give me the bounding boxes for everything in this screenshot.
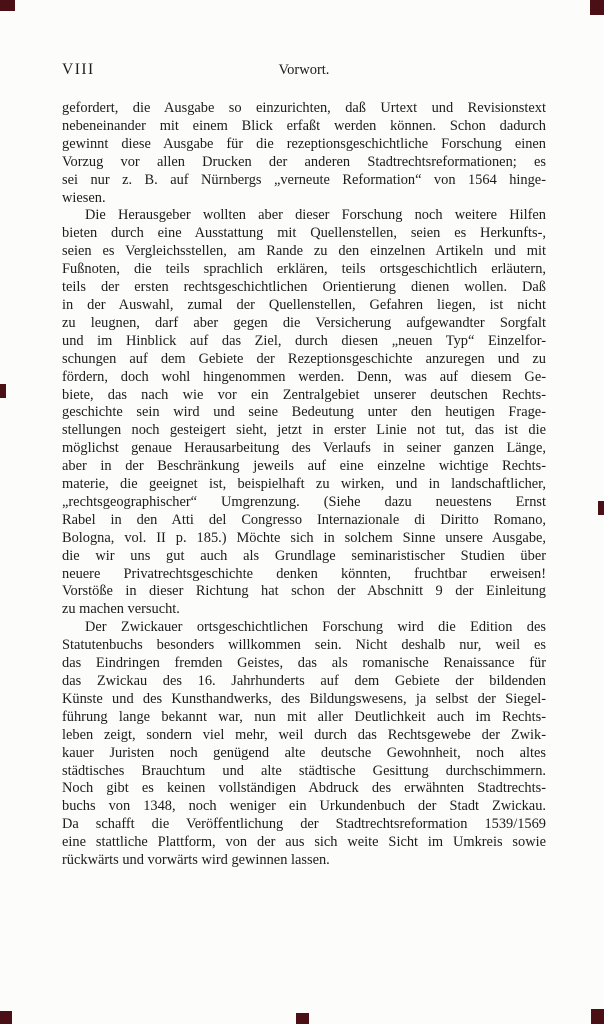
text-line: zu leugnen, darf aber gegen die Versicherung aufgewandter Sorgfalt [62, 314, 546, 331]
text-line: möglichst genaue Herausarbeitung des Verlaufs in seiner ganzen Länge, [62, 440, 546, 457]
text-line: die wir uns gut auch als Grundlage seminaristischer Studien über [62, 547, 546, 564]
text-line: stellungen noch gesteigert sieht, jetzt in erster Linie not tut, das ist die [62, 422, 546, 439]
text-line: neuere Privatrechtsgeschichte denken könnten, fruchtbar erweisen! [62, 565, 546, 582]
text-line: Bologna, vol. II p. 185.) Möchte sich in solchem Sinne unsere Ausgabe, [62, 529, 546, 546]
scan-edge-mark-bottom-center [296, 1013, 309, 1024]
text-line: kauer Juristen noch genügend alte deutsche Gewohnheit, noch altes [62, 744, 546, 761]
text-line: in der Auswahl, zumal der Quellenstellen, Gefahren liegen, ist nicht [62, 296, 546, 313]
page-title: Vorwort. [278, 62, 330, 78]
scan-edge-mark-bottom-right [591, 1009, 604, 1024]
text-line: führung lange bekannt war, nun mit aller Deutlichkeit auch im Rechts- [62, 708, 546, 725]
scan-edge-mark-left-middle [0, 384, 6, 398]
paragraph [62, 100, 546, 207]
text-line: das Zwickau des 16. Jahrhunderts auf dem Gebiete der bildenden [62, 673, 546, 689]
text-line: schungen auf dem Gebiete der Rezeptionsgeschichte anzuregen und zu [62, 350, 546, 367]
text-line: Vorzug vor allen Drucken der anderen Stadtrechtsreformationen; es [62, 153, 546, 170]
scan-edge-mark-top-left [0, 0, 15, 11]
text-line: „rechtsgeographischer“ Umgrenzung. (Siehe dazu neuestens Ernst [62, 493, 546, 510]
text-line: biete, das nach wie vor ein Zentralgebiet unserer deutschen Rechts- [62, 386, 546, 403]
text-line: eine stattliche Plattform, von der aus sich weite Sicht im Umkreis sowie [62, 834, 546, 851]
text-line: Noch gibt es keinen vollständigen Abdruck des erwähnten Stadtrechts- [62, 780, 546, 797]
text-line: rückwärts und vorwärts wird gewinnen lassen. [62, 852, 330, 869]
text-line: und im Hinblick auf das Ziel, durch diesen „neuen Typ“ Einzelfor- [62, 332, 546, 349]
text-line: sei nur z. B. auf Nürnbergs „verneute Reformation“ von 1564 hinge- [62, 171, 546, 188]
text-line: Vorstöße in dieser Richtung hat schon der Abschnitt 9 der Einleitung [62, 583, 546, 600]
text-line: zu machen versucht. [62, 601, 180, 618]
scan-edge-mark-bottom-left [0, 1011, 12, 1024]
text-line: Da schafft die Veröffentlichung der Stadtrechtsreformation 1539/1569 [62, 816, 546, 833]
text-line: Rabel in den Atti del Congresso Internazionale di Diritto Romano, [62, 511, 546, 528]
text-line: teils der ersten rechtsgeschichtlichen Orientierung dienen wollen. Daß [62, 279, 546, 296]
text-line: geschichte sein wird und seine Bedeutung unter den heutigen Frage- [62, 404, 546, 421]
text-line: Statutenbuchs besonders willkommen sein. Nicht deshalb nur, weil es [62, 637, 546, 654]
paragraph [62, 207, 546, 619]
text-line: seien es Vergleichsstellen, am Rande zu den einzelnen Artikeln und mit [62, 243, 546, 260]
running-header [62, 61, 546, 81]
text-line: Die Herausgeber wollten aber dieser Forschung noch weitere Hilfen [85, 207, 546, 224]
text-line: materie, die geeignet ist, beispielhaft zu wirken, und in landschaftlicher, [62, 476, 546, 493]
text-line: aber in der Beschränkung jeweils auf eine einzelne wichtige Rechts- [62, 458, 546, 475]
page-body [62, 100, 546, 870]
paragraph [62, 619, 546, 870]
text-line: städtisches Brauchtum und alte städtische Gesittung durchschimmern. [62, 762, 546, 779]
page-number: VIII [62, 61, 95, 78]
text-line: fördern, doch wohl hingenommen werden. Denn, was auf diesem Ge- [62, 368, 546, 385]
text-line: Fußnoten, die teils sprachlich erklären, teils ortsgeschichtlich erläutern, [62, 261, 546, 278]
text-line: buchs von 1348, noch weniger ein Urkundenbuch der Stadt Zwickau. [62, 798, 546, 815]
text-line: das Eindringen fremden Geistes, das als romanische Renaissance für [62, 655, 546, 672]
scan-edge-mark-right-middle [598, 501, 604, 515]
text-line: Der Zwickauer ortsgeschichtlichen Forschung wird die Edition des [85, 619, 546, 636]
text-line: gewinnt diese Ausgabe für die rezeptionsgeschichtliche Forschung einen [62, 135, 546, 152]
text-line: bieten durch eine Ausstattung mit Quellenstellen, seien es Herkunfts-, [62, 225, 546, 242]
text-line: wiesen. [62, 189, 106, 206]
text-line: nebeneinander mit einem Blick erfaßt werden können. Schon dadurch [62, 117, 546, 134]
text-line: gefordert, die Ausgabe so einzurichten, daß Urtext und Revisionstext [62, 100, 546, 116]
scan-edge-mark-top-right [590, 0, 604, 15]
text-line: leben zeigt, sondern viel mehr, weil durch das Rechtsgewebe der Zwik- [62, 726, 546, 743]
text-line: Künste und des Kunsthandwerks, des Bildungswesens, ja selbst der Siegel- [62, 690, 546, 707]
